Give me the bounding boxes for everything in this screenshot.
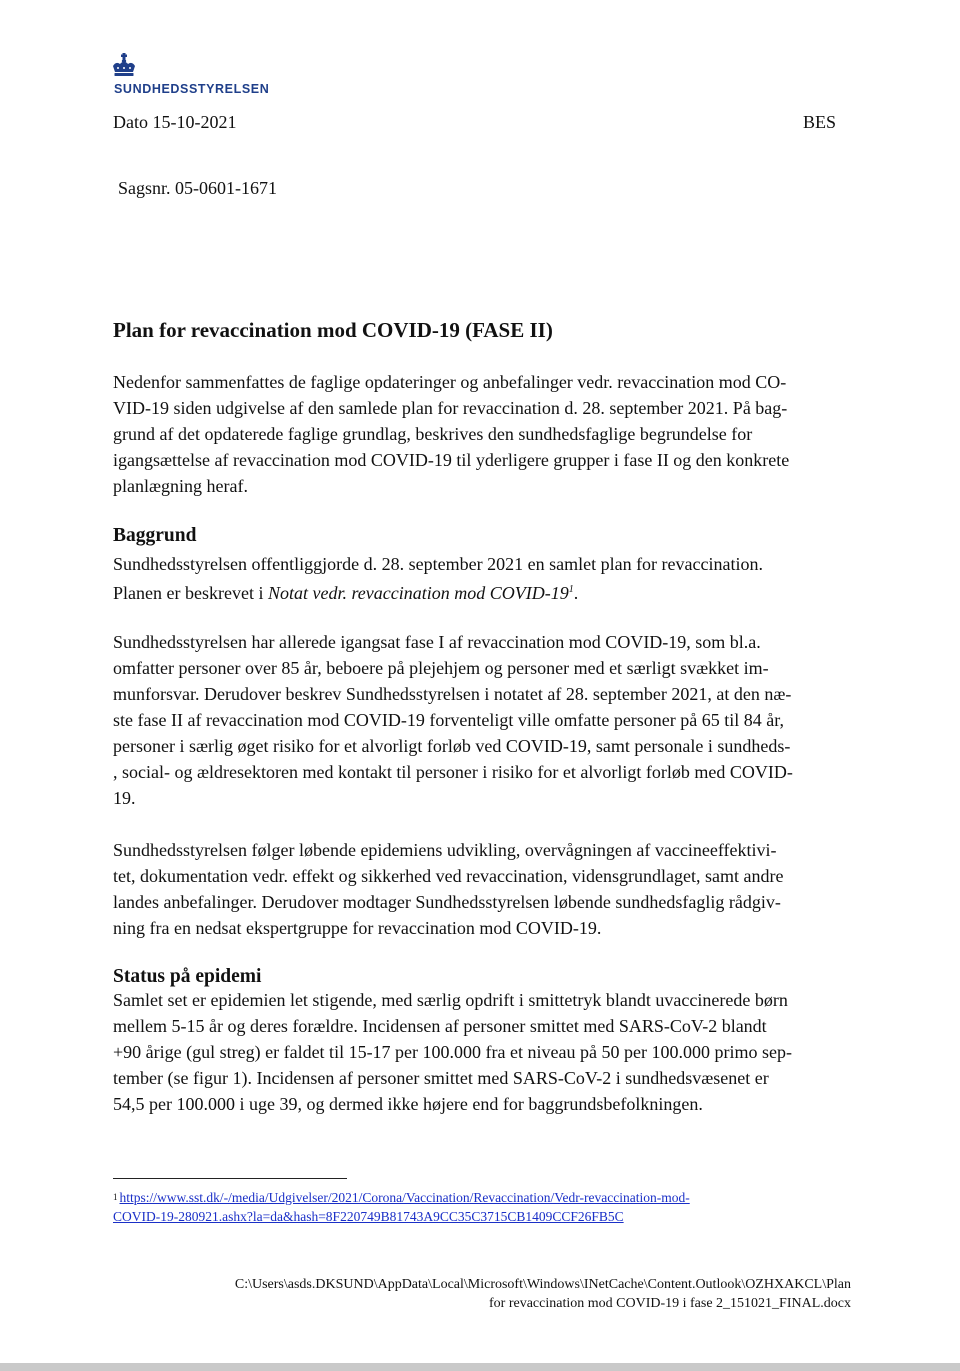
text-line: Nedenfor sammenfattes de faglige opdateringer og anbefalinger vedr. revaccination mod CO- <box>113 372 787 392</box>
footnote-line-2 <box>113 1207 690 1226</box>
status-paragraph <box>113 987 853 1117</box>
text-line: munforsvar. Derudover beskrev Sundhedsstyrelsen i notatet af 28. september 2021, at den næ- <box>113 684 792 704</box>
notat-reference: Notat vedr. revaccination mod COVID-19 <box>267 583 569 603</box>
text-line: tet, dokumentation vedr. effekt og sikkerhed ved revaccination, vidensgrundlaget, samt andre <box>113 866 784 886</box>
text-line: Samlet set er epidemien let stigende, med særlig opdrift i smittetryk blandt uvaccinerede børn <box>113 990 788 1010</box>
text-span: . <box>573 583 579 603</box>
crown-icon <box>111 53 137 79</box>
baggrund-paragraph-3 <box>113 837 853 941</box>
intro-paragraph <box>113 369 853 499</box>
text-line: 54,5 per 100.000 i uge 39, og dermed ikke højere end for baggrundsbefolkningen. <box>113 1094 703 1114</box>
document-title: Plan for revaccination mod COVID-19 (FASE II) <box>113 318 553 342</box>
footnote-separator <box>113 1178 347 1179</box>
section-heading-baggrund: Baggrund <box>113 525 197 546</box>
document-date: Dato 15-10-2021 <box>113 112 237 132</box>
baggrund-paragraph-1 <box>113 551 853 606</box>
baggrund-paragraph-2 <box>113 629 853 811</box>
text-span: Planen er beskrevet i <box>113 583 268 603</box>
file-path-footer <box>235 1275 851 1313</box>
footnote <box>113 1188 690 1226</box>
text-line: mellem 5-15 år og deres forældre. Incidensen af personer smittet med SARS-CoV-2 blandt <box>113 1016 767 1036</box>
file-path-line: for revaccination mod COVID-19 i fase 2_151021_FINAL.docx <box>489 1296 851 1311</box>
viewer-bottom-edge <box>0 1363 960 1371</box>
text-line: Sundhedsstyrelsen offentliggjorde d. 28. september 2021 en samlet plan for revaccination. <box>113 554 763 574</box>
section-heading-status: Status på epidemi <box>113 966 262 987</box>
file-path-line: C:\Users\asds.DKSUND\AppData\Local\Microsoft\Windows\INetCache\Content.Outlook\OZHXAKCL\Plan <box>234 1277 851 1292</box>
text-line: igangsættelse af revaccination mod COVID-19 til yderligere grupper i fase II og den konkrete <box>113 450 790 470</box>
case-number: Sagsnr. 05-0601-1671 <box>118 178 277 198</box>
text-line: Sundhedsstyrelsen følger løbende epidemiens udvikling, overvågningen af vaccineeffektivi- <box>113 840 777 860</box>
text-line: personer i særlig øget risiko for et alvorligt forløb ved COVID-19, samt personale i sundheds- <box>113 736 791 756</box>
author-initials: BES <box>802 112 836 132</box>
text-line: landes anbefalinger. Derudover modtager Sundhedsstyrelsen løbende sundhedsfaglig rådgiv- <box>113 892 781 912</box>
text-line: , social- og ældresektoren med kontakt til personer i risiko for et alvorligt forløb med COVID- <box>113 762 793 782</box>
text-line: 19. <box>113 788 136 808</box>
logo-text: SUNDHEDSSTYRELSEN <box>114 82 270 96</box>
footnote-link[interactable]: https://www.sst.dk/-/media/Udgivelser/2021/Corona/Vaccination/Revaccination/Vedr-revaccination-mod- <box>119 1190 690 1205</box>
text-line: planlægning heraf. <box>113 476 248 496</box>
text-line: +90 årige (gul streg) er faldet til 15-17 per 100.000 fra et niveau på 50 per 100.000 primo sep- <box>113 1042 792 1062</box>
text-line <box>113 577 853 606</box>
footnote-link-continued[interactable]: COVID-19-280921.ashx?la=da&hash=8F220749B81743A9CC35C3715CB1409CCF26FB5C <box>113 1209 624 1224</box>
text-line: omfatter personer over 85 år, beboere på plejehjem og personer med et særligt svækket im- <box>113 658 769 678</box>
text-line: ste fase II af revaccination mod COVID-19 forventeligt ville omfatte personer på 65 til 84 år, <box>113 710 785 730</box>
text-line: grund af det opdaterede faglige grundlag, beskrives den sundhedsfaglige begrundelse for <box>113 424 753 444</box>
text-line: ning fra en nedsat ekspertgruppe for revaccination mod COVID-19. <box>113 918 602 938</box>
footnote-reference: 1 <box>568 584 574 595</box>
text-line: VID-19 siden udgivelse af den samlede plan for revaccination d. 28. september 2021. På bag- <box>113 398 788 418</box>
footnote-line-1 <box>113 1188 690 1207</box>
text-line: tember (se figur 1). Incidensen af personer smittet med SARS-CoV-2 i sundhedsvæsenet er <box>113 1068 769 1088</box>
footnote-number: 1 <box>113 1192 118 1202</box>
text-line: Sundhedsstyrelsen har allerede igangsat fase I af revaccination mod COVID-19, som bl.a. <box>113 632 761 652</box>
